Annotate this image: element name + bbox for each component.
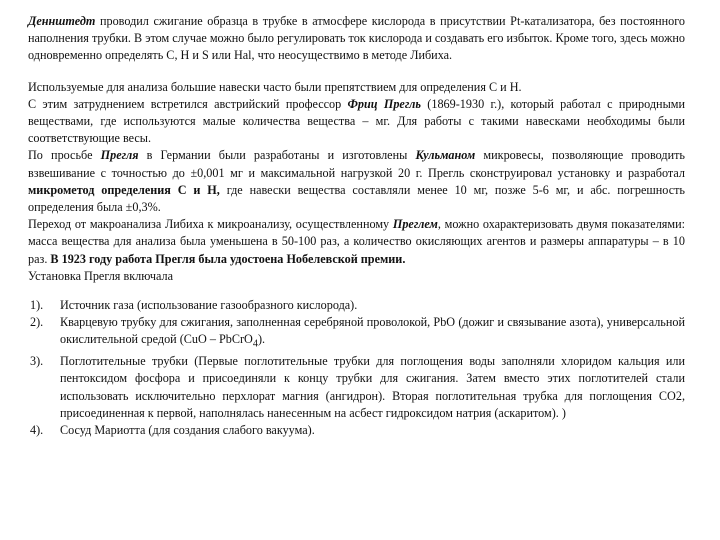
paragraph-dennstedt <box>28 13 685 65</box>
list-item <box>28 422 685 439</box>
text-fragment: в Германии были разработаны и изготовлены <box>138 148 416 163</box>
text-fragment: По просьбе <box>28 148 101 163</box>
list-number: 4). <box>30 422 44 437</box>
equipment-list <box>28 297 685 439</box>
person-name: Преглем <box>392 217 438 232</box>
list-text: Поглотительные трубки (Первые поглотительные трубки для поглощения воды заполняли хлоридом кальция или пентоксидом фосфора и присоединяли к концу трубки для сжигания. Затем вместо этих поглотителей стали использовать исключительно перхлорат магния (ангидрон). Вторая поглотительная трубка для поглощения CO2, присоединенная к первой, наполнялась нанесенным на асбест гидроксидом натрия (аскаритом). ) <box>60 354 685 420</box>
bold-term: микрометод определения C и H, <box>28 182 220 197</box>
list-text: Сосуд Мариотта (для создания слабого вакуума). <box>60 422 315 437</box>
paragraph-text: проводил сжигание образца в трубке в атмосфере кислорода в присутствии Pt-катализатора, без постоянного наполнения трубки. В этом случае можно было регулировать ток кислорода и создавать его избыток. Кроме того, здесь можно одновременно определять C, H и S или Hal, что неосуществимо в методе Либиха. <box>28 14 685 63</box>
list-text: Источник газа (использование газообразного кислорода). <box>60 298 358 313</box>
sentence-5: Установка Прегля включала <box>28 268 173 283</box>
list-item <box>28 353 685 422</box>
list-number: 1). <box>30 298 44 313</box>
text-fragment: микровесы, позволяющие проводить взвешивание с точностью до ±0,001 мг и максимальной нагрузкой 20 г. Прегль сконструировал установку и разработал <box>28 148 685 180</box>
person-name: Фриц Прегль <box>347 96 421 111</box>
list-number: 3). <box>30 354 44 369</box>
list-item <box>28 297 685 314</box>
paragraph-pregl <box>28 79 685 285</box>
nobel-statement: В 1923 году работа Прегля была удостоена Нобелевской премии. <box>50 251 406 266</box>
text-fragment: (1869-1930 г.), который работал с природными веществами, где используются малые количества вещества – мг. Для работы с такими навесками необходимы были соответствующие весы. <box>28 96 686 146</box>
list-text: ). <box>257 332 266 347</box>
text-fragment: , можно охарактеризовать двумя показателями: масса вещества для анализа была уменьшена в 50-100 раз, а количество окисляющих агентов и размеры аппаратуры – в 10 раз. <box>28 217 686 266</box>
text-fragment: Переход от макроанализа Либиха к микроанализу, осуществленному <box>28 217 393 232</box>
text-fragment: где навески вещества составляли менее 10 мг, позже 5-6 мг, и абс. погрешность определения была ±0,3%. <box>28 182 685 215</box>
sentence-4 <box>28 216 685 268</box>
list-item <box>28 314 685 353</box>
person-name: Кульманом <box>415 148 476 163</box>
text-fragment: С этим затруднением встретился австрийский профессор <box>28 96 348 111</box>
sentence-3 <box>28 147 685 216</box>
subscript: 4 <box>252 338 258 350</box>
sentence-1: Используемые для анализа большие навески часто были препятствием для определения C и H. <box>28 79 522 94</box>
list-number: 2). <box>30 315 44 330</box>
list-text: Кварцевую трубку для сжигания, заполненная серебряной проволокой, PbO (дожиг и связывание азота), универсальной окислительной средой (CuO – PbCrO <box>60 315 685 347</box>
sentence-2 <box>28 96 685 148</box>
author-name: Деннштедт <box>28 14 96 28</box>
person-name: Прегля <box>100 148 139 163</box>
